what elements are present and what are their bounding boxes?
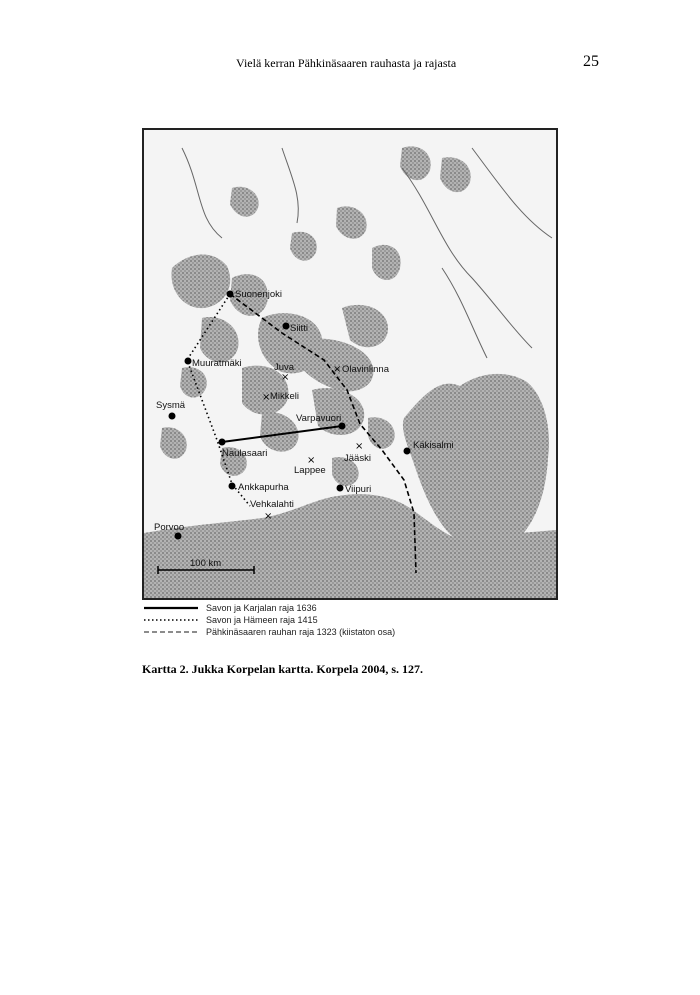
label-viipuri: Viipuri (345, 484, 372, 495)
label-siitti: Siitti (290, 323, 308, 334)
page-number: 25 (583, 53, 599, 70)
label-jaaski: Jääski (344, 453, 371, 464)
label-muuratmaki: Muuratmäki (192, 358, 242, 369)
map-svg (142, 128, 558, 640)
marker-porvoo (175, 533, 182, 540)
label-mikkeli: Mikkeli (270, 391, 300, 402)
legend-label-1415: Savon ja Hämeen raja 1415 (206, 615, 318, 625)
marker-naulasaari (219, 439, 226, 446)
figure-caption: Kartta 2. Jukka Korpelan kartta. Korpela 2004, s. 127. (142, 662, 423, 676)
label-suonenjoki: Suonenjoki (235, 289, 283, 300)
marker-viipuri (337, 485, 344, 492)
marker-siitti (283, 323, 290, 330)
label-vehkalahti: Vehkalahti (250, 499, 294, 510)
cross-mikkeli: × (262, 392, 271, 403)
cross-lappee: × (307, 455, 316, 466)
label-porvoo: Porvoo (154, 522, 185, 533)
marker-muuratmaki (185, 358, 192, 365)
marker-suonenjoki (227, 291, 234, 298)
cross-juva: × (281, 372, 290, 383)
legend-label-1636: Savon ja Karjalan raja 1636 (206, 603, 317, 613)
legend-label-1323: Pähkinäsaaren rauhan raja 1323 (kiistaton osa) (206, 627, 396, 637)
scale-label: 100 km (190, 558, 222, 569)
page-header (0, 53, 700, 76)
label-varpavuori: Varpavuori (296, 413, 342, 424)
map-figure (142, 128, 558, 640)
running-title: Vielä kerran Pähkinäsaaren rauhasta ja rajasta (236, 56, 457, 70)
label-naulasaari: Naulasaari (222, 448, 268, 459)
label-sysma: Sysmä (156, 400, 186, 411)
label-lappee: Lappee (294, 465, 326, 476)
marker-ankkapurha (229, 483, 236, 490)
cross-jaaski: × (355, 441, 364, 452)
label-juva: Juva (274, 362, 295, 373)
cross-vehkalahti: × (264, 511, 273, 522)
label-ankkapurha: Ankkapurha (238, 482, 289, 493)
label-kakisalmi: Käkisalmi (413, 440, 454, 451)
marker-sysma (169, 413, 176, 420)
cross-olavinlinna: × (333, 364, 342, 375)
label-olavinlinna: Olavinlinna (342, 364, 389, 375)
marker-kakisalmi (404, 448, 411, 455)
legend (144, 603, 395, 637)
